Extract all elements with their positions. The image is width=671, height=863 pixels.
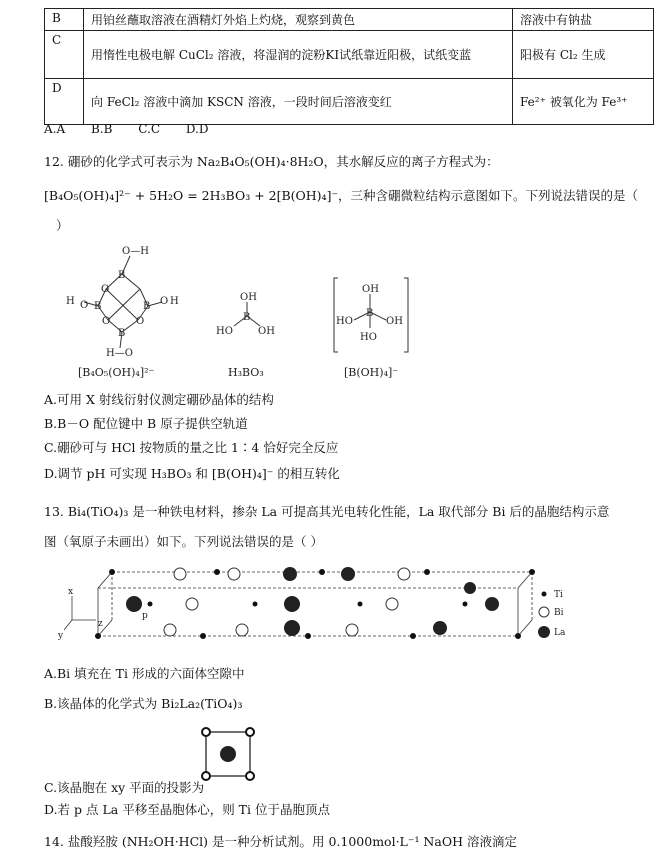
tetra-atom: HO bbox=[360, 332, 377, 343]
row-procedure: 向 FeCl₂ 溶液中滴加 KSCN 溶液，一段时间后溶液变红 bbox=[84, 79, 513, 125]
borate-atom: O—H bbox=[122, 246, 149, 257]
table-row bbox=[45, 9, 654, 31]
q12-option-b[interactable]: B.B－O 配位键中 B 原子提供空轨道 bbox=[44, 416, 248, 431]
q12-stem-3: ） bbox=[56, 218, 69, 233]
row-key: C bbox=[45, 31, 84, 79]
caption-boric-acid: H₃BO₃ bbox=[228, 366, 264, 379]
q12-stem-1: 12. 硼砂的化学式可表示为 Na₂B₄O₅(OH)₄·8H₂O，其水解反应的离子方程式为： bbox=[44, 154, 499, 169]
tetra-atom: OH bbox=[362, 284, 379, 295]
caption-tetraborate: [B₄O₅(OH)₄]²⁻ bbox=[78, 366, 155, 379]
tetra-atom: OH bbox=[386, 316, 403, 327]
legend-ti: Ti bbox=[554, 590, 563, 600]
q13-option-b[interactable]: B.该晶体的化学式为 Bi₂La₂(TiO₄)₃ bbox=[44, 696, 243, 711]
caption-tetrahydroxyborate: [B(OH)₄]⁻ bbox=[344, 366, 399, 379]
borate-atom: O bbox=[136, 316, 145, 327]
legend-bi: Bi bbox=[554, 608, 564, 618]
row-key: D bbox=[45, 79, 84, 125]
q13-stem-1: 13. Bi₄(TiO₄)₃ 是一种铁电材料，掺杂 La 可提高其光电转化性能，La 取代部分 Bi 后的晶胞结构示意 bbox=[44, 504, 610, 519]
row-conclusion: Fe²⁺ 被氧化为 Fe³⁺ bbox=[513, 79, 654, 125]
boric-atom: OH bbox=[258, 326, 275, 337]
row-conclusion: 阳极有 Cl₂ 生成 bbox=[513, 31, 654, 79]
borate-atom: O bbox=[80, 300, 89, 311]
choice-c[interactable]: C.C bbox=[138, 122, 161, 136]
borate-atom: O bbox=[101, 284, 110, 295]
borate-atom: B bbox=[143, 301, 151, 312]
choice-a[interactable]: A.A bbox=[44, 122, 66, 136]
tetra-atom: HO bbox=[336, 316, 353, 327]
axis-label: y bbox=[58, 631, 64, 641]
q11-option-table bbox=[44, 8, 654, 125]
q12-option-d[interactable]: D.调节 pH 可实现 H₃BO₃ 和 [B(OH)₄]⁻ 的相互转化 bbox=[44, 466, 340, 481]
borate-atom: O bbox=[160, 296, 169, 307]
legend-la: La bbox=[554, 628, 566, 638]
crystal-cell-figure bbox=[52, 560, 572, 646]
row-procedure: 用铂丝蘸取溶液在酒精灯外焰上灼烧，观察到黄色 bbox=[84, 9, 513, 31]
boric-atom: B bbox=[243, 312, 251, 323]
row-key: B bbox=[45, 9, 84, 31]
choice-b[interactable]: B.B bbox=[90, 122, 113, 136]
borate-atom: H bbox=[66, 296, 75, 307]
borate-atom: H bbox=[170, 296, 179, 307]
choice-d[interactable]: D.D bbox=[185, 122, 209, 136]
q12-stem-2: [B₄O₅(OH)₄]²⁻ + 5H₂O = 2H₃BO₃ + 2[B(OH)₄]⁻，三种含硼微粒结构示意图如下。下列说法错误的是（ bbox=[44, 188, 639, 203]
q13-option-a[interactable]: A.Bi 填充在 Ti 形成的六面体空隙中 bbox=[44, 666, 245, 681]
axis-label: x bbox=[68, 587, 74, 597]
axis-label: z bbox=[98, 619, 103, 629]
table-row bbox=[45, 31, 654, 79]
table-row bbox=[45, 79, 654, 125]
boric-atom: HO bbox=[216, 326, 233, 337]
q13-option-d[interactable]: D.若 p 点 La 平移至晶胞体心，则 Ti 位于晶胞顶点 bbox=[44, 802, 330, 817]
row-conclusion: 溶液中有钠盐 bbox=[513, 9, 654, 31]
borate-atom: O bbox=[102, 316, 111, 327]
q14-stem: 14. 盐酸羟胺 (NH₂OH·HCl) 是一种分析试剂。用 0.1000mol·L⁻¹ NaOH 溶液滴定 bbox=[44, 834, 517, 849]
borate-atom: B bbox=[94, 301, 102, 312]
borate-atom: H—O bbox=[106, 348, 133, 359]
borate-structures-figure bbox=[44, 234, 464, 384]
borate-atom: B bbox=[118, 328, 126, 339]
boric-atom: OH bbox=[240, 292, 257, 303]
tetra-atom: B bbox=[366, 308, 374, 319]
q13-stem-2: 图（氧原子未画出）如下。下列说法错误的是（ ） bbox=[44, 534, 323, 549]
row-procedure: 用惰性电极电解 CuCl₂ 溶液，将湿润的淀粉KI试纸靠近阳极，试纸变蓝 bbox=[84, 31, 513, 79]
q12-option-a[interactable]: A.可用 X 射线衍射仪测定硼砂晶体的结构 bbox=[44, 392, 274, 407]
borate-atom: B bbox=[118, 270, 126, 281]
point-p-label: p bbox=[142, 611, 148, 621]
q13-option-c[interactable]: C.该晶胞在 xy 平面的投影为 bbox=[44, 780, 205, 795]
q11-choices bbox=[44, 122, 230, 136]
q12-option-c[interactable]: C.硼砂可与 HCl 按物质的量之比 1∶4 恰好完全反应 bbox=[44, 440, 339, 455]
xy-projection-figure bbox=[200, 726, 256, 782]
